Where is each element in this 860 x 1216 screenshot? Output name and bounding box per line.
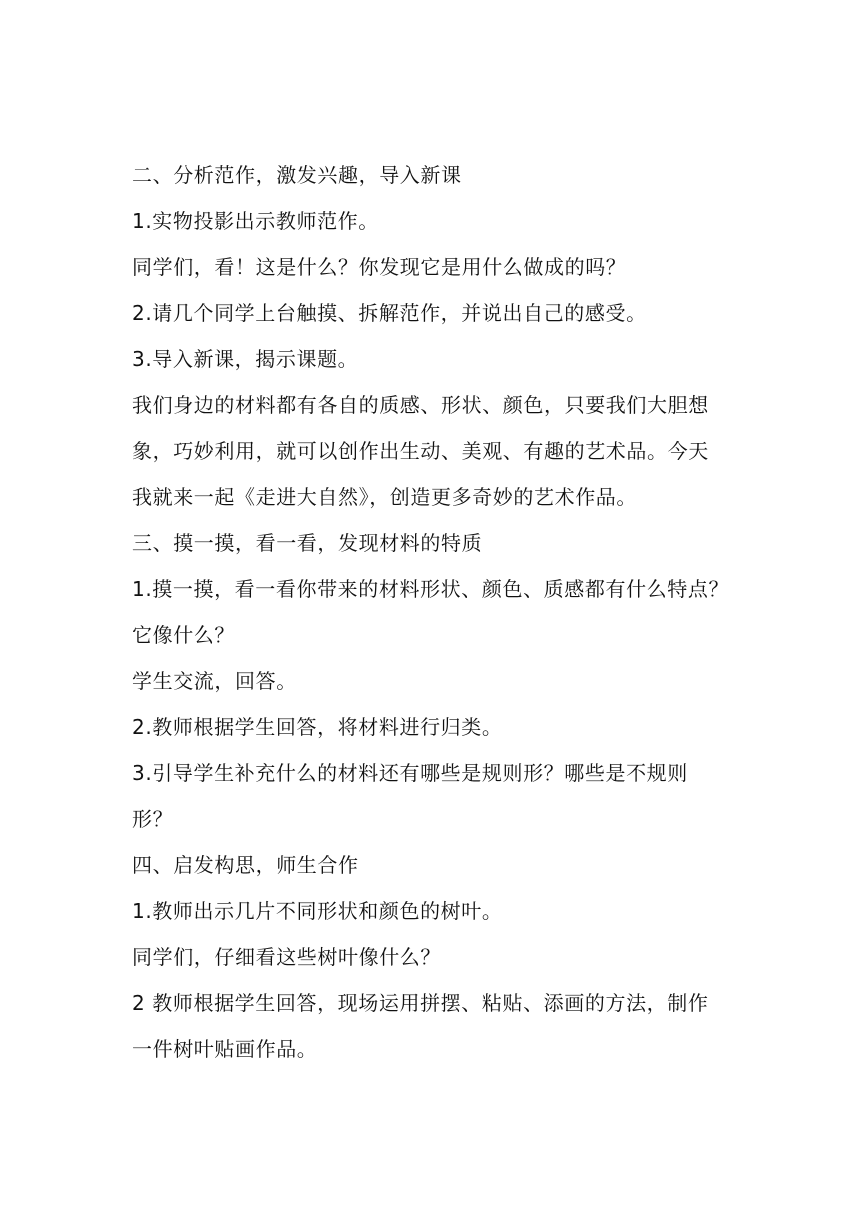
paragraph-line: 同学们，看！这是什么？你发现它是用什么做成的吗？ bbox=[132, 255, 627, 279]
paragraph-line: 1.教师出示几片不同形状和颜色的树叶。 bbox=[132, 899, 503, 923]
paragraph-line: 同学们，仔细看这些树叶像什么？ bbox=[132, 945, 441, 969]
paragraph-line: 1.摸一摸，看一看你带来的材料形状、颜色、质感都有什么特点？ bbox=[132, 577, 730, 601]
paragraph-line: 2 教师根据学生回答，现场运用拼摆、粘贴、添画的方法，制作 bbox=[132, 991, 709, 1015]
section-heading-4: 四、启发构思，师生合作 bbox=[132, 853, 359, 877]
document-body bbox=[132, 152, 752, 1072]
paragraph-line: 3.引导学生补充什么的材料还有哪些是规则形？哪些是不规则 bbox=[132, 761, 688, 785]
section-heading-3: 三、摸一摸，看一看，发现材料的特质 bbox=[132, 531, 483, 555]
paragraph-line: 它像什么？ bbox=[132, 623, 235, 647]
paragraph-line: 1.实物投影出示教师范作。 bbox=[132, 209, 379, 233]
paragraph-line: 一件树叶贴画作品。 bbox=[132, 1037, 318, 1061]
paragraph-line: 2.请几个同学上台触摸、拆解范作，并说出自己的感受。 bbox=[132, 301, 647, 325]
paragraph-line: 我就来一起《走进大自然》，创造更多奇妙的艺术作品。 bbox=[132, 485, 637, 509]
paragraph-line: 学生交流，回答。 bbox=[132, 669, 297, 693]
paragraph-line: 3.导入新课，揭示课题。 bbox=[132, 347, 359, 371]
paragraph-line: 形？ bbox=[132, 807, 174, 831]
paragraph-line: 2.教师根据学生回答，将材料进行归类。 bbox=[132, 715, 503, 739]
paragraph-line: 象，巧妙利用，就可以创作出生动、美观、有趣的艺术品。今天 bbox=[132, 439, 709, 463]
section-heading-2: 二、分析范作，激发兴趣，导入新课 bbox=[132, 163, 462, 187]
paragraph-line: 我们身边的材料都有各自的质感、形状、颜色，只要我们大胆想 bbox=[132, 393, 709, 417]
